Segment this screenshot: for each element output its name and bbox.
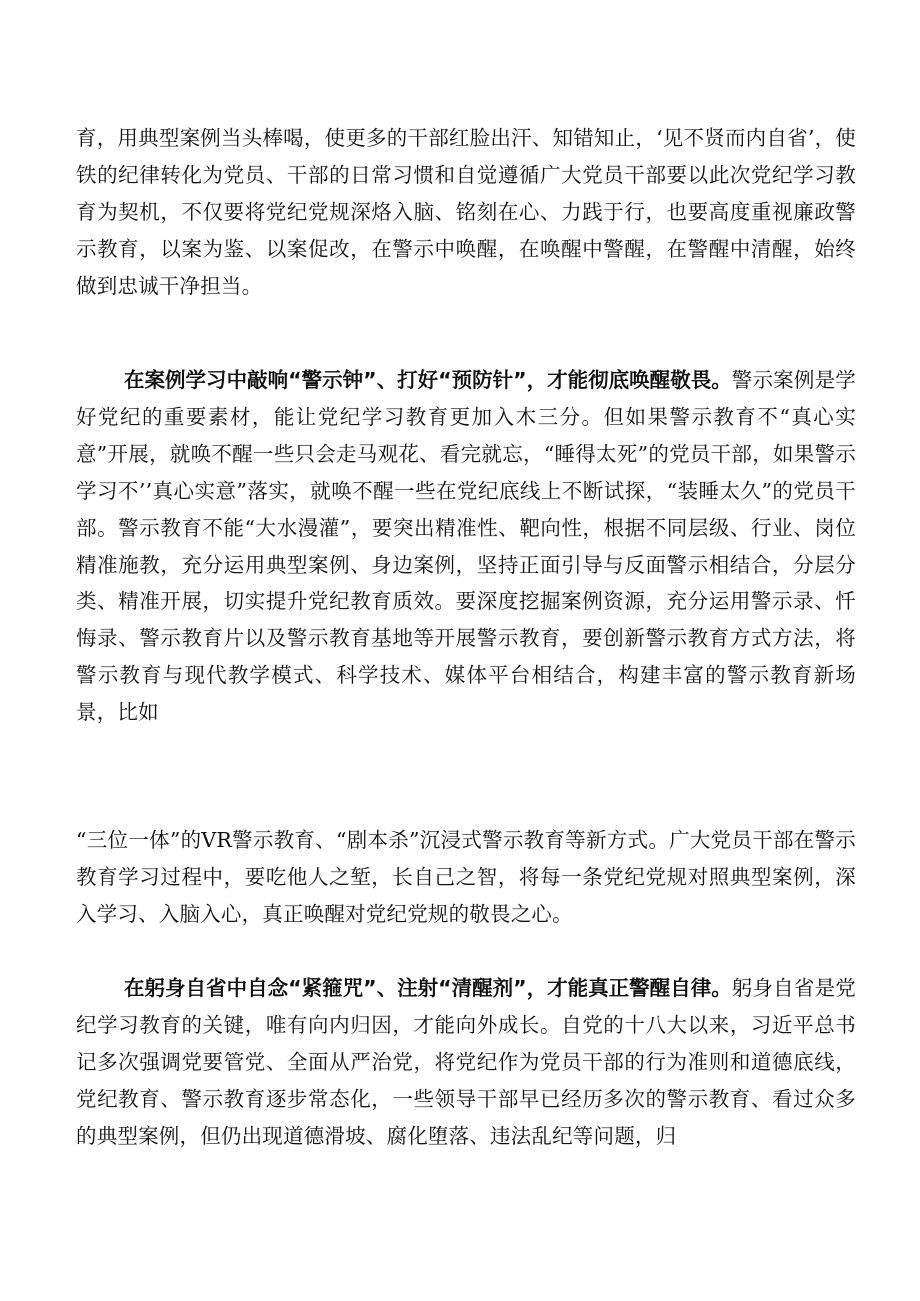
paragraph-vr-education [76,822,856,933]
paragraph-self-reflection [76,970,856,1155]
paragraph-lead-sentence: 在躬身自省中自念“紧箍咒”、注射“清醒剂”，才能真正警醒自律。 [124,976,732,1000]
paragraph-body: 躬身自省是党纪学习教育的关键，唯有向内归因，才能向外成长。自党的十八大以来，习近平总书记多次强调党要管党、全面从严治党，将党纪作为党员干部的行为准则和道德底线，党纪教育、警示教育逐步常态化，一些领导干部早已经历多次的警示教育、看过众多的典型案例，但仍出现道德滑坡、腐化堕落、违法乱纪等问题，归 [76,976,856,1148]
paragraph-lead-sentence: 在案例学习中敲响“警示钟”、打好“预防针”，才能彻底唤醒敬畏。 [124,368,732,392]
paragraph-case-study-warning [76,362,856,731]
paragraph-body: 警示案例是学好党纪的重要素材，能让党纪学习教育更加入木三分。但如果警示教育不“真心实意”开展，就唤不醒一些只会走马观花、看完就忘，“睡得太死”的党员干部，如果警示学习不’’真心实意”落实，就唤不醒一些在党纪底线上不断试探，“装睡太久”的党员干部。警示教育不能“大水漫灌”，要突出精准性、靶向性，根据不同层级、行业、岗位精准施教，充分运用典型案例、身边案例，坚持正面引导与反面警示相结合，分层分类、精准开展，切实提升党纪教育质效。要深度挖掘案例资源，充分运用警示录、忏悔录、警示教育片以及警示教育基地等开展警示教育，要创新警示教育方式方法，将警示教育与现代教学模式、科学技术、媒体平台相结合，构建丰富的警示教育新场景，比如 [76,368,856,725]
paragraph-continuation [76,120,856,305]
paragraph-body: 育，用典型案例当头棒喝，使更多的干部红脸出汗、知错知止，‘见不贤而内自省’，使铁的纪律转化为党员、干部的日常习惯和自觉遵循广大党员干部要以此次党纪学习教育为契机，不仅要将党纪党规深烙入脑、铭刻在心、力践于行，也要高度重视廉政警示教育，以案为鉴、以案促改，在警示中唤醒，在唤醒中警醒，在警醒中清醒，始终做到忠诚干净担当。 [76,126,856,298]
paragraph-body: “三位一体”的VR警示教育、“剧本杀”沉浸式警示教育等新方式。广大党员干部在警示教育学习过程中，要吃他人之堑，长自己之智，将每一条党纪党规对照典型案例，深入学习、入脑入心，真正唤醒对党纪党规的敬畏之心。 [76,828,856,926]
